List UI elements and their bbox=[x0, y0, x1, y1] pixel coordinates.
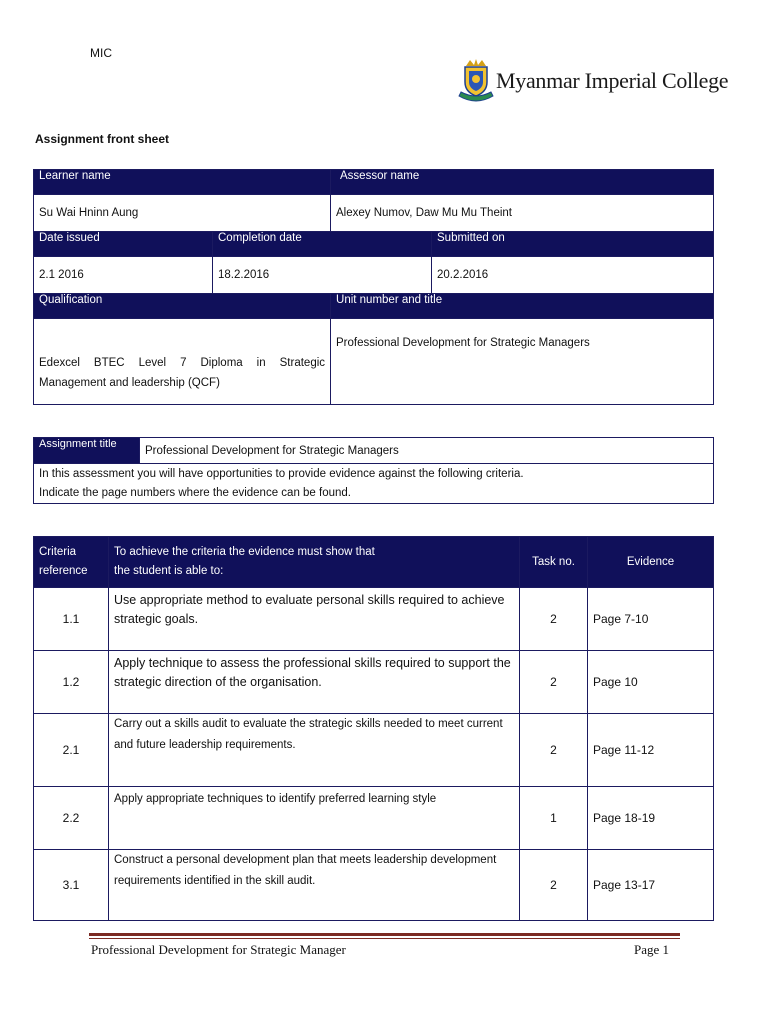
evidence-pages: Page 18-19 bbox=[588, 787, 714, 850]
date-issued-value: 2.1 2016 bbox=[34, 257, 213, 294]
footer-rule-thin bbox=[89, 938, 680, 939]
footer-title: Professional Development for Strategic Manager bbox=[91, 942, 346, 957]
crest-icon bbox=[456, 58, 496, 106]
task-number: 2 bbox=[520, 588, 588, 651]
criteria-ref: 1.1 bbox=[34, 588, 109, 651]
evidence-pages: Page 7-10 bbox=[588, 588, 714, 651]
page-heading: Assignment front sheet bbox=[35, 132, 170, 146]
footer-rule bbox=[89, 933, 680, 936]
criteria-description: Carry out a skills audit to evaluate the strategic skills needed to meet current and future leadership requirements. bbox=[109, 714, 520, 787]
table-row bbox=[34, 651, 714, 714]
college-name: Myanmar Imperial College bbox=[496, 68, 729, 93]
evidence-pages: Page 13-17 bbox=[588, 850, 714, 921]
criteria-ref: 2.1 bbox=[34, 714, 109, 787]
learner-name-label: Learner name bbox=[34, 170, 331, 195]
intro-line-2: Indicate the page numbers where the evidence can be found. bbox=[39, 487, 351, 499]
assignment-table bbox=[33, 437, 714, 504]
evidence-pages: Page 10 bbox=[588, 651, 714, 714]
criteria-reference-header-line2: reference bbox=[39, 565, 88, 577]
task-number: 2 bbox=[520, 714, 588, 787]
criteria-description: Use appropriate method to evaluate personal skills required to achieve strategic goals. bbox=[109, 588, 520, 651]
criteria-reference-header bbox=[34, 537, 109, 588]
mic-label: MIC bbox=[90, 46, 112, 60]
college-logo bbox=[456, 58, 729, 106]
date-issued-label: Date issued bbox=[34, 232, 213, 257]
evidence-header: Evidence bbox=[588, 537, 714, 588]
qualification-value: Edexcel BTEC Level 7 Diploma in Strategic Management and leadership (QCF) bbox=[34, 319, 331, 405]
assignment-title-value: Professional Development for Strategic Managers bbox=[140, 438, 714, 464]
table-row bbox=[34, 714, 714, 787]
unit-label: Unit number and title bbox=[331, 294, 714, 319]
assignment-intro bbox=[34, 464, 714, 504]
criteria-ref: 1.2 bbox=[34, 651, 109, 714]
criteria-description-header-line2: the student is able to: bbox=[114, 565, 224, 577]
criteria-description-header bbox=[109, 537, 520, 588]
completion-date-value: 18.2.2016 bbox=[213, 257, 432, 294]
task-number: 2 bbox=[520, 651, 588, 714]
assessor-name-label: Assessor name bbox=[331, 170, 714, 195]
task-no-header: Task no. bbox=[520, 537, 588, 588]
criteria-table bbox=[33, 536, 714, 921]
table-row bbox=[34, 850, 714, 921]
assignment-title-label: Assignment title bbox=[34, 438, 140, 464]
criteria-description: Apply appropriate techniques to identify preferred learning style bbox=[109, 787, 520, 850]
task-number: 2 bbox=[520, 850, 588, 921]
completion-date-label: Completion date bbox=[213, 232, 432, 257]
details-table bbox=[33, 169, 714, 405]
task-number: 1 bbox=[520, 787, 588, 850]
table-row bbox=[34, 588, 714, 651]
criteria-description: Construct a personal development plan that meets leadership development requirements identified in the skill audit. bbox=[109, 850, 520, 921]
criteria-ref: 2.2 bbox=[34, 787, 109, 850]
criteria-description-header-line1: To achieve the criteria the evidence must show that bbox=[114, 546, 375, 558]
learner-name-value: Su Wai Hninn Aung bbox=[34, 195, 331, 232]
criteria-ref: 3.1 bbox=[34, 850, 109, 921]
criteria-reference-header-line1: Criteria bbox=[39, 546, 77, 558]
footer-page-number: Page 1 bbox=[634, 942, 670, 957]
submitted-on-value: 20.2.2016 bbox=[432, 257, 714, 294]
criteria-description: Apply technique to assess the professional skills required to support the strategic direction of the organisation. bbox=[109, 651, 520, 714]
unit-value: Professional Development for Strategic Managers bbox=[331, 319, 714, 405]
submitted-on-label: Submitted on bbox=[432, 232, 714, 257]
table-row bbox=[34, 787, 714, 850]
intro-line-1: In this assessment you will have opportunities to provide evidence against the following criteria. bbox=[39, 468, 524, 480]
assessor-name-value: Alexey Numov, Daw Mu Mu Theint bbox=[331, 195, 714, 232]
qualification-label: Qualification bbox=[34, 294, 331, 319]
evidence-pages: Page 11-12 bbox=[588, 714, 714, 787]
